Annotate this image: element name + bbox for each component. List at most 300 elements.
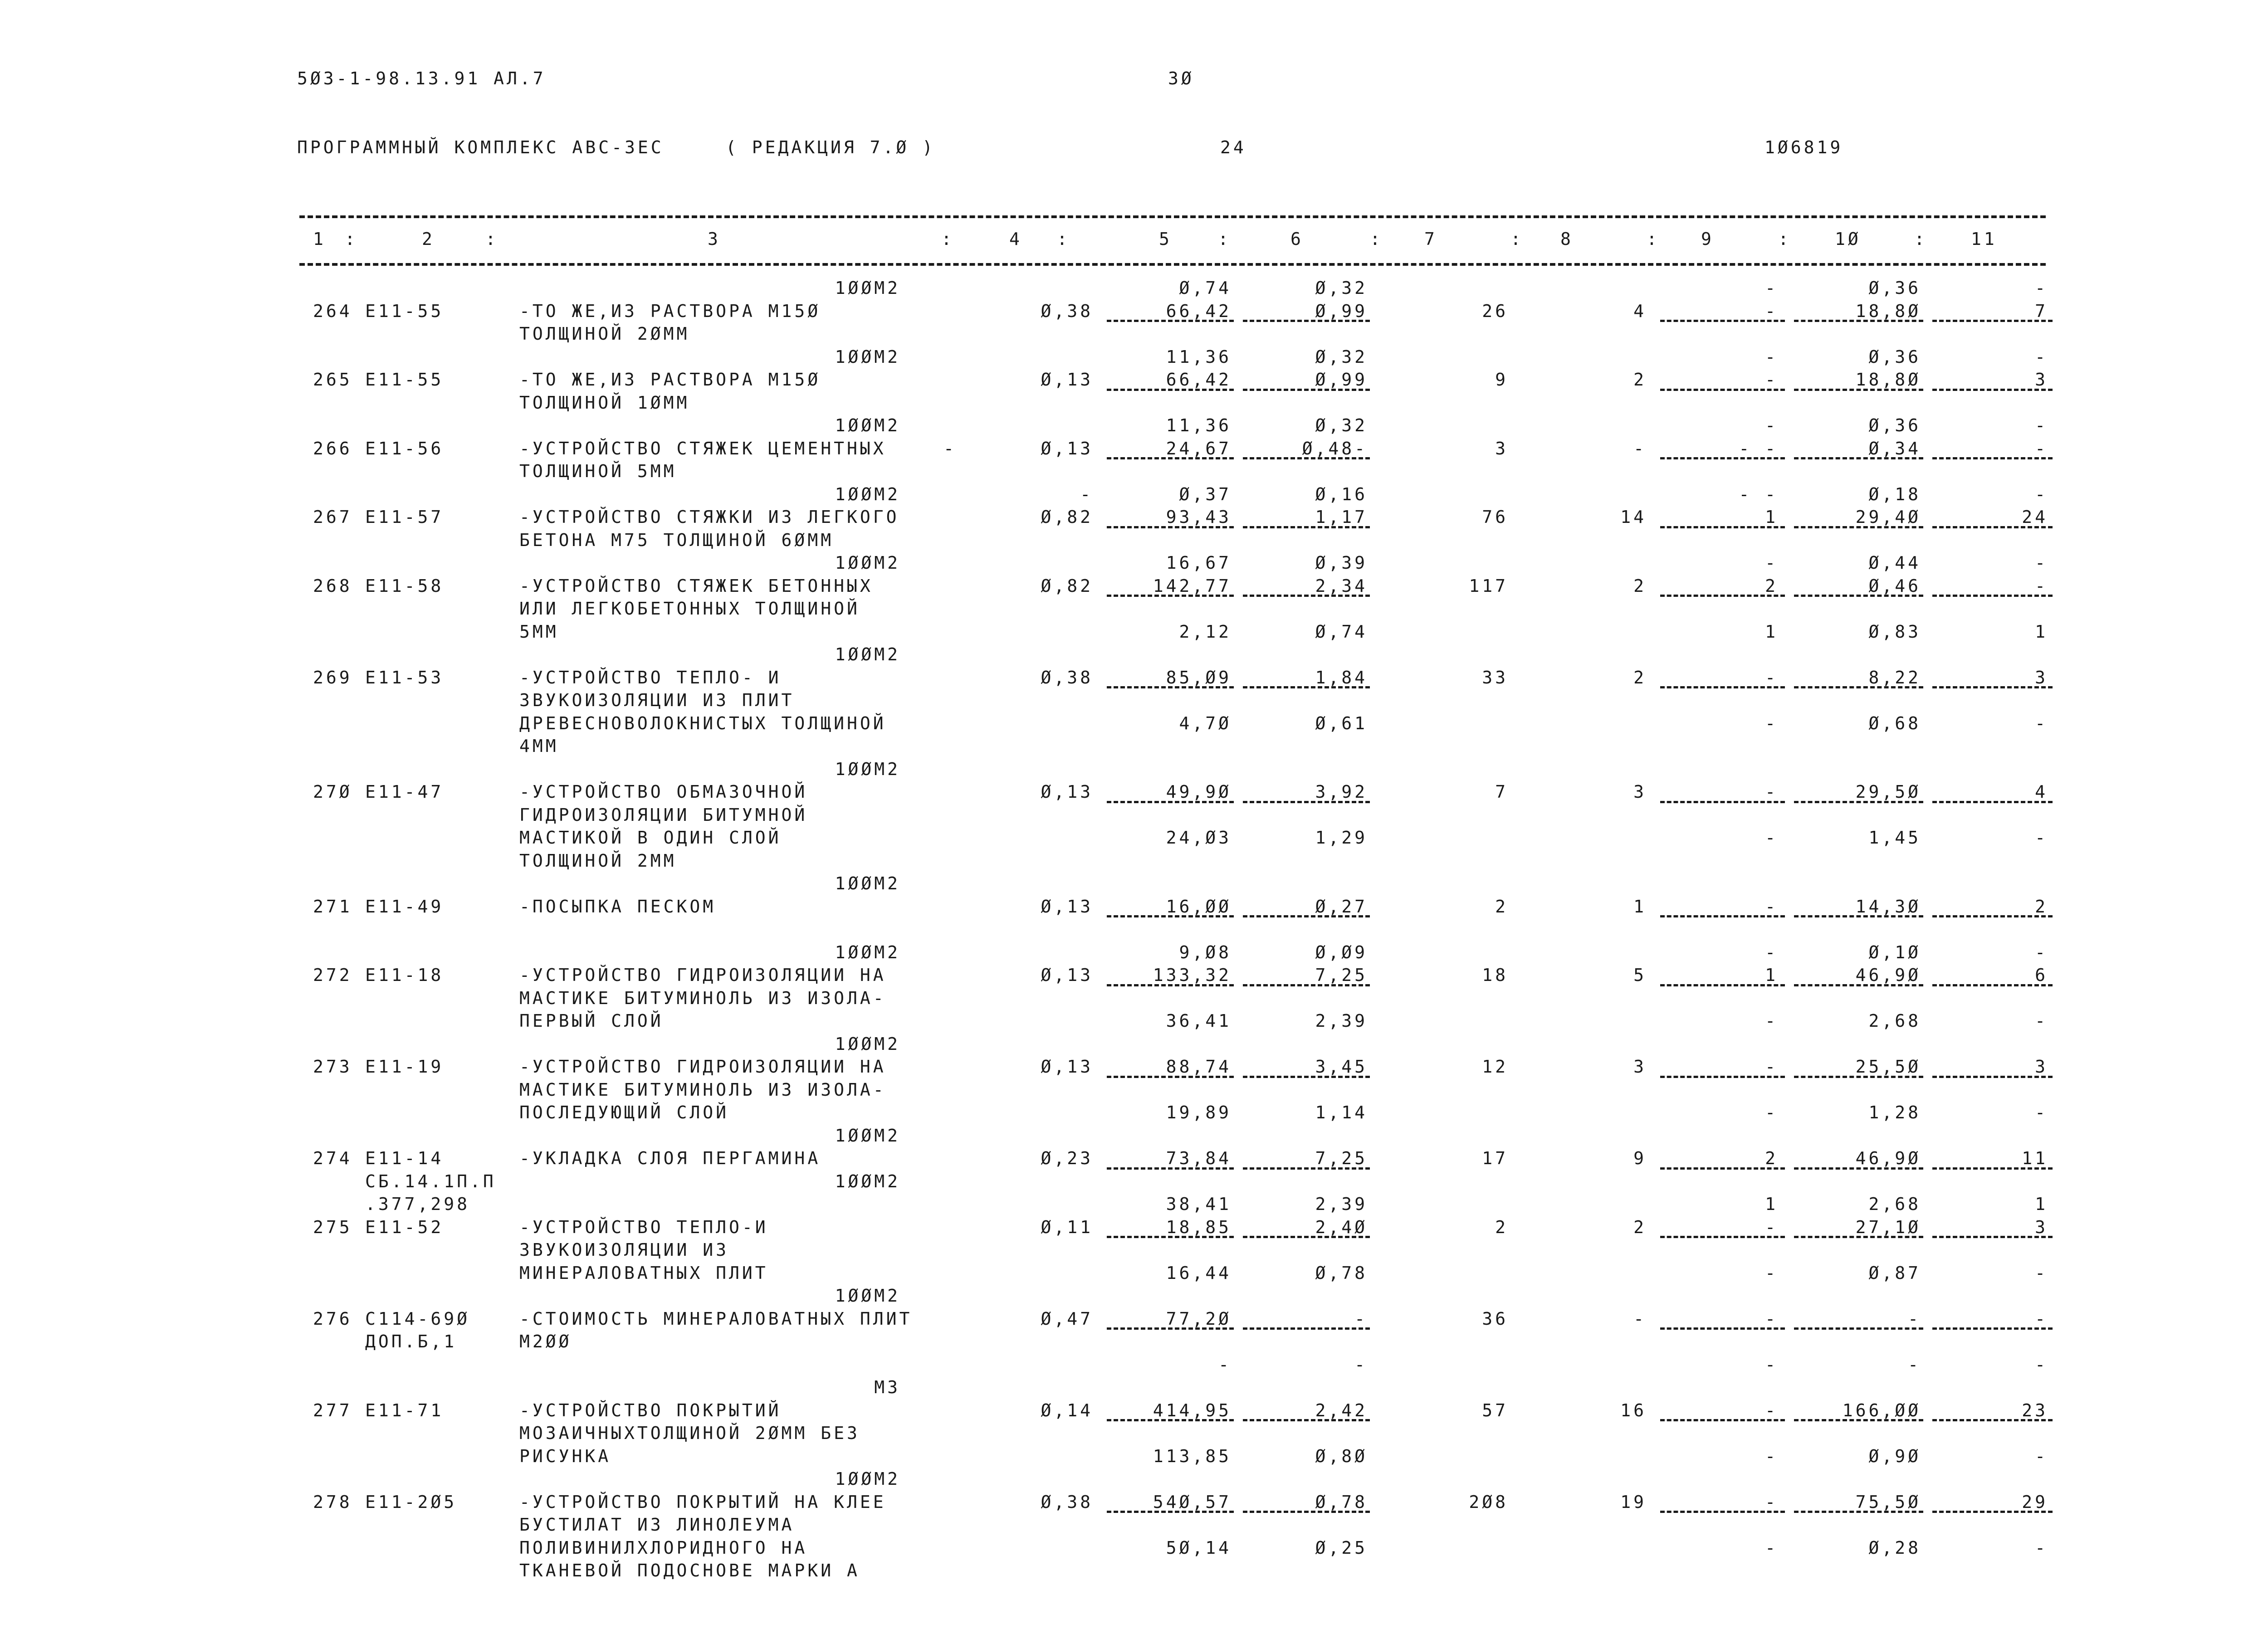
doc-code: 5Ø3-1-98.13.91 АЛ.7 bbox=[297, 68, 546, 88]
cell-c11: 7 bbox=[2035, 301, 2048, 321]
sum-rule bbox=[1660, 984, 1785, 986]
cell-c9: - - bbox=[1739, 484, 1778, 504]
cell-c5: 66,42 bbox=[1166, 301, 1232, 321]
rate-code: СБ.14.1П.П bbox=[365, 1171, 496, 1191]
cell-c9: 1 bbox=[1765, 965, 1778, 985]
cell-c9: - bbox=[1765, 1492, 1778, 1512]
cell-c9: - bbox=[1765, 1011, 1778, 1031]
cell-c7: 26 bbox=[1482, 301, 1508, 321]
unit-label: 1ØØМ2 bbox=[835, 346, 900, 367]
cell-c10: Ø,36 bbox=[1868, 415, 1921, 435]
unit-label: 1ØØМ2 bbox=[835, 278, 900, 298]
work-description: РИСУНКА bbox=[519, 1446, 611, 1466]
cell-c8: 3 bbox=[1633, 782, 1647, 802]
row-number: 267 bbox=[313, 507, 352, 527]
work-description: -УСТРОЙСТВО ОБМАЗОЧНОЙ bbox=[519, 782, 808, 802]
cell-c5: 133,32 bbox=[1153, 965, 1232, 985]
sum-rule bbox=[1107, 320, 1234, 322]
cell-c6: Ø,74 bbox=[1315, 621, 1368, 642]
cell-c11: - bbox=[2035, 346, 2048, 367]
cell-c7: 33 bbox=[1482, 667, 1508, 688]
sum-rule bbox=[1932, 984, 2053, 986]
cell-c7: 12 bbox=[1482, 1057, 1508, 1077]
work-description: М2ØØ bbox=[519, 1332, 572, 1351]
cell-c4: Ø,13 bbox=[1041, 438, 1093, 459]
cell-c6: 7,25 bbox=[1315, 965, 1368, 985]
rate-code: Е11-52 bbox=[365, 1217, 444, 1237]
cell-c5: 19,89 bbox=[1166, 1102, 1232, 1122]
cell-c6: Ø,25 bbox=[1315, 1537, 1368, 1558]
sum-rule bbox=[1107, 915, 1234, 917]
cell-c4: Ø,38 bbox=[1041, 667, 1093, 688]
cell-c6: Ø,32 bbox=[1315, 346, 1368, 367]
sum-rule bbox=[1107, 389, 1234, 391]
work-description: ГИДРОИЗОЛЯЦИИ БИТУМНОЙ bbox=[519, 805, 808, 825]
cell-c11: - bbox=[2035, 1537, 2048, 1558]
column-separator: : bbox=[1370, 229, 1383, 249]
cell-c11: 1 bbox=[2035, 621, 2048, 642]
cell-c11: - bbox=[2035, 1011, 2048, 1031]
cell-c10: Ø,46 bbox=[1868, 576, 1921, 596]
cell-c4: Ø,38 bbox=[1041, 1492, 1093, 1512]
cell-c6: Ø,Ø9 bbox=[1315, 942, 1368, 962]
cell-c11: - bbox=[2035, 438, 2048, 459]
cell-c9: - bbox=[1765, 415, 1778, 435]
cell-c8: 4 bbox=[1633, 301, 1647, 321]
sum-rule bbox=[1660, 595, 1785, 597]
sum-rule bbox=[1660, 915, 1785, 917]
rate-code: Е11-57 bbox=[365, 507, 444, 527]
cell-c7: 3 bbox=[1495, 438, 1508, 459]
unit-label: 1ØØМ2 bbox=[835, 1171, 900, 1191]
sum-rule bbox=[1243, 320, 1370, 322]
cell-c8: 16 bbox=[1620, 1400, 1647, 1420]
cell-c8: 5 bbox=[1633, 965, 1647, 985]
table-top-rule bbox=[299, 215, 2046, 218]
cell-c6: Ø,78 bbox=[1315, 1263, 1368, 1283]
column-header: 1 bbox=[313, 229, 326, 249]
sum-rule bbox=[1794, 1419, 1923, 1421]
sum-rule bbox=[1932, 1511, 2053, 1513]
column-separator: : bbox=[485, 229, 499, 249]
sum-rule bbox=[1243, 1167, 1370, 1170]
cell-c7: 18 bbox=[1482, 965, 1508, 985]
sum-rule bbox=[1794, 1511, 1923, 1513]
cell-c10: 1,28 bbox=[1868, 1102, 1921, 1122]
cell-c7: 117 bbox=[1469, 576, 1508, 596]
cell-c5: 11,36 bbox=[1166, 346, 1232, 367]
rate-code: Е11-55 bbox=[365, 301, 444, 321]
cell-c11: 2 bbox=[2035, 896, 2048, 917]
rate-code: Е11-19 bbox=[365, 1057, 444, 1077]
sum-rule bbox=[1932, 1236, 2053, 1238]
sum-rule bbox=[1243, 1076, 1370, 1078]
rate-code: Е11-55 bbox=[365, 370, 444, 390]
sum-rule bbox=[1660, 1419, 1785, 1421]
cell-c6: - bbox=[1354, 1354, 1368, 1375]
cell-c6: 1,29 bbox=[1315, 828, 1368, 848]
cell-c6: 1,84 bbox=[1315, 667, 1368, 688]
rate-code: ДОП.Б,1 bbox=[365, 1332, 457, 1351]
cell-c10: 18,8Ø bbox=[1855, 301, 1921, 321]
cell-c8: - bbox=[1633, 438, 1647, 459]
sum-rule bbox=[1932, 457, 2053, 459]
work-description: ИЛИ ЛЕГКОБЕТОННЫХ ТОЛЩИНОЙ bbox=[519, 599, 860, 619]
cell-c10: Ø,87 bbox=[1868, 1263, 1921, 1283]
sheet-number: 24 bbox=[1220, 137, 1246, 157]
sum-rule bbox=[1932, 526, 2053, 528]
cell-c5: 38,41 bbox=[1166, 1194, 1232, 1214]
column-separator: : bbox=[1057, 229, 1070, 249]
cell-c10: Ø,1Ø bbox=[1868, 942, 1921, 962]
cell-c5: 11,36 bbox=[1166, 415, 1232, 435]
column-separator: : bbox=[345, 229, 358, 249]
cell-c9: - bbox=[1765, 370, 1778, 390]
cell-c11: 6 bbox=[2035, 965, 2048, 985]
work-description: -УСТРОЙСТВО СТЯЖКИ ИЗ ЛЕГКОГО bbox=[519, 507, 899, 527]
cell-c4: Ø,13 bbox=[1041, 965, 1093, 985]
cell-c5: 18,85 bbox=[1166, 1217, 1232, 1237]
sum-rule bbox=[1660, 1327, 1785, 1330]
cell-c11: - bbox=[2035, 1354, 2048, 1375]
work-description: -УСТРОЙСТВО ПОКРЫТИЙ НА КЛЕЕ bbox=[519, 1492, 886, 1512]
work-description: МОЗАИЧНЫХТОЛЩИНОЙ 2ØММ БЕЗ bbox=[519, 1423, 860, 1443]
cell-c6: 2,4Ø bbox=[1315, 1217, 1368, 1237]
row-mark: - bbox=[943, 438, 957, 459]
row-number: 276 bbox=[313, 1308, 352, 1329]
work-description: МАСТИКОЙ В ОДИН СЛОЙ bbox=[519, 828, 782, 848]
sum-rule bbox=[1243, 526, 1370, 528]
sum-rule bbox=[1932, 1419, 2053, 1421]
cell-c9: 1 bbox=[1765, 621, 1778, 642]
sum-rule bbox=[1794, 686, 1923, 688]
cell-c6: Ø,39 bbox=[1315, 553, 1368, 573]
cell-c8: 14 bbox=[1620, 507, 1647, 527]
cell-c5: 85,Ø9 bbox=[1166, 667, 1232, 688]
cell-c10: 29,5Ø bbox=[1855, 782, 1921, 802]
cell-c5: 88,74 bbox=[1166, 1057, 1232, 1077]
cell-c5: 113,85 bbox=[1153, 1446, 1232, 1466]
cell-c6: 2,42 bbox=[1315, 1400, 1368, 1420]
cell-c6: Ø,8Ø bbox=[1315, 1446, 1368, 1466]
sum-rule bbox=[1794, 389, 1923, 391]
cell-c9: - bbox=[1765, 896, 1778, 917]
cell-c10: 75,5Ø bbox=[1855, 1492, 1921, 1512]
sum-rule bbox=[1660, 389, 1785, 391]
unit-label: 1ØØМ2 bbox=[835, 1034, 900, 1054]
cell-c9: - bbox=[1765, 713, 1778, 733]
sum-rule bbox=[1107, 1327, 1234, 1330]
program-title: ПРОГРАММНЫЙ КОМПЛЕКС АВС-3ЕС bbox=[297, 137, 664, 157]
sum-rule bbox=[1243, 1511, 1370, 1513]
cell-c6: Ø,78 bbox=[1315, 1492, 1368, 1512]
cell-c7: 9 bbox=[1495, 370, 1508, 390]
cell-c10: 2,68 bbox=[1868, 1194, 1921, 1214]
cell-c4: Ø,13 bbox=[1041, 370, 1093, 390]
cell-c11: 3 bbox=[2035, 370, 2048, 390]
column-header: 8 bbox=[1560, 229, 1574, 249]
work-description: БЕТОНА М75 ТОЛЩИНОЙ 6ØММ bbox=[519, 530, 834, 550]
sum-rule bbox=[1243, 457, 1370, 459]
column-separator: : bbox=[1218, 229, 1231, 249]
cell-c4: Ø,11 bbox=[1041, 1217, 1093, 1237]
sum-rule bbox=[1107, 686, 1234, 688]
cell-c5: Ø,74 bbox=[1179, 278, 1232, 298]
cell-c9: - bbox=[1765, 1400, 1778, 1420]
work-description: ТКАНЕВОЙ ПОДОСНОВЕ МАРКИ А bbox=[519, 1561, 860, 1580]
cell-c11: 1 bbox=[2035, 1194, 2048, 1214]
cell-c7: 2 bbox=[1495, 1217, 1508, 1237]
sum-rule bbox=[1794, 1236, 1923, 1238]
row-number: 277 bbox=[313, 1400, 352, 1420]
cell-c6: Ø,32 bbox=[1315, 278, 1368, 298]
cell-c6: 2,39 bbox=[1315, 1194, 1368, 1214]
sum-rule bbox=[1660, 1076, 1785, 1078]
column-header: 6 bbox=[1290, 229, 1304, 249]
sum-rule bbox=[1107, 1236, 1234, 1238]
cell-c9: 1 bbox=[1765, 1194, 1778, 1214]
work-description: ПЕРВЫЙ СЛОЙ bbox=[519, 1011, 664, 1031]
cell-c9: - bbox=[1765, 1354, 1778, 1375]
sum-rule bbox=[1932, 1076, 2053, 1078]
cell-c5: 77,2Ø bbox=[1166, 1308, 1232, 1329]
sum-rule bbox=[1107, 1419, 1234, 1421]
unit-label: 1ØØМ2 bbox=[835, 1286, 900, 1306]
sum-rule bbox=[1107, 1167, 1234, 1170]
cell-c5: 24,Ø3 bbox=[1166, 828, 1232, 848]
cell-c11: 3 bbox=[2035, 667, 2048, 688]
work-description: ЗВУКОИЗОЛЯЦИИ ИЗ bbox=[519, 1240, 729, 1260]
cell-c4: Ø,13 bbox=[1041, 1057, 1093, 1077]
cell-c6: Ø,99 bbox=[1315, 301, 1368, 321]
sum-rule bbox=[1932, 595, 2053, 597]
cell-c7: 17 bbox=[1482, 1148, 1508, 1168]
cell-c8: - bbox=[1633, 1308, 1647, 1329]
sum-rule bbox=[1794, 1076, 1923, 1078]
work-description: МАСТИКЕ БИТУМИНОЛЬ ИЗ ИЗОЛА- bbox=[519, 988, 886, 1008]
rate-code: Е11-47 bbox=[365, 782, 444, 802]
sum-rule bbox=[1243, 389, 1370, 391]
cell-c11: 23 bbox=[2022, 1400, 2048, 1420]
rate-code: С114-69Ø bbox=[365, 1308, 470, 1329]
cell-c9: - bbox=[1765, 782, 1778, 802]
cell-c9: - bbox=[1765, 1446, 1778, 1466]
cell-c10: - bbox=[1908, 1308, 1921, 1329]
cell-c4: Ø,82 bbox=[1041, 576, 1093, 596]
cell-c5: Ø,37 bbox=[1179, 484, 1232, 504]
sum-rule bbox=[1660, 320, 1785, 322]
cell-c11: 29 bbox=[2022, 1492, 2048, 1512]
rate-code: Е11-53 bbox=[365, 667, 444, 688]
cell-c6: 3,45 bbox=[1315, 1057, 1368, 1077]
work-description: ТОЛЩИНОЙ 2ØММ bbox=[519, 324, 690, 344]
column-header: 9 bbox=[1701, 229, 1714, 249]
cell-c7: 7 bbox=[1495, 782, 1508, 802]
page-number: 3Ø bbox=[1168, 68, 1194, 88]
sum-rule bbox=[1107, 984, 1234, 986]
sum-rule bbox=[1794, 457, 1923, 459]
row-number: 272 bbox=[313, 965, 352, 985]
cell-c5: 54Ø,57 bbox=[1153, 1492, 1232, 1512]
column-header: 3 bbox=[708, 229, 721, 249]
sum-rule bbox=[1932, 915, 2053, 917]
cell-c6: Ø,16 bbox=[1315, 484, 1368, 504]
cell-c9: - bbox=[1765, 1217, 1778, 1237]
work-description: -УСТРОЙСТВО ТЕПЛО- И bbox=[519, 667, 782, 688]
cell-c7: 2 bbox=[1495, 896, 1508, 917]
cell-c9: - bbox=[1765, 301, 1778, 321]
cell-c4: Ø,82 bbox=[1041, 507, 1093, 527]
table-header-rule bbox=[299, 263, 2046, 266]
work-description: -УСТРОЙСТВО ГИДРОИЗОЛЯЦИИ НА bbox=[519, 965, 886, 985]
sum-rule bbox=[1660, 526, 1785, 528]
cell-c9: - bbox=[1765, 346, 1778, 367]
sum-rule bbox=[1243, 801, 1370, 803]
cell-c4: Ø,47 bbox=[1041, 1308, 1093, 1329]
sum-rule bbox=[1107, 1076, 1234, 1078]
sum-rule bbox=[1660, 1511, 1785, 1513]
cell-c4: Ø,14 bbox=[1041, 1400, 1093, 1420]
cell-c10: 18,8Ø bbox=[1855, 370, 1921, 390]
cell-c9: - bbox=[1765, 1263, 1778, 1283]
column-separator: : bbox=[1510, 229, 1524, 249]
rate-code: Е11-2Ø5 bbox=[365, 1492, 457, 1512]
cell-c9: - bbox=[1765, 553, 1778, 573]
cell-c11: - bbox=[2035, 1446, 2048, 1466]
cell-c10: Ø,28 bbox=[1868, 1537, 1921, 1558]
cell-c8: 2 bbox=[1633, 1217, 1647, 1237]
cell-c10: 46,9Ø bbox=[1855, 1148, 1921, 1168]
cell-c11: - bbox=[2035, 1102, 2048, 1122]
work-description: ПОЛИВИНИЛХЛОРИДНОГО НА bbox=[519, 1537, 808, 1558]
cell-c11: 3 bbox=[2035, 1217, 2048, 1237]
work-description: -УСТРОЙСТВО ГИДРОИЗОЛЯЦИИ НА bbox=[519, 1057, 886, 1077]
sum-rule bbox=[1794, 801, 1923, 803]
cell-c10: 8,22 bbox=[1868, 667, 1921, 688]
work-description: ТОЛЩИНОЙ 1ØММ bbox=[519, 392, 690, 413]
cell-c5: 9,Ø8 bbox=[1179, 942, 1232, 962]
column-header: 11 bbox=[1971, 229, 1997, 249]
work-description: ТОЛЩИНОЙ 2ММ bbox=[519, 850, 677, 871]
cell-c10: 27,1Ø bbox=[1855, 1217, 1921, 1237]
cell-c11: - bbox=[2035, 713, 2048, 733]
row-number: 271 bbox=[313, 896, 352, 917]
work-description: -ТО ЖЕ,ИЗ РАСТВОРА М15Ø bbox=[519, 370, 821, 390]
column-header: 2 bbox=[422, 229, 435, 249]
cell-c9: - bbox=[1765, 828, 1778, 848]
cell-c5: 93,43 bbox=[1166, 507, 1232, 527]
column-header: 1Ø bbox=[1835, 229, 1861, 249]
cell-c9: - bbox=[1765, 667, 1778, 688]
sum-rule bbox=[1107, 457, 1234, 459]
row-number: 274 bbox=[313, 1148, 352, 1168]
cell-c10: Ø,36 bbox=[1868, 278, 1921, 298]
cell-c10: 25,5Ø bbox=[1855, 1057, 1921, 1077]
cell-c6: 2,39 bbox=[1315, 1011, 1368, 1031]
cell-c10: Ø,9Ø bbox=[1868, 1446, 1921, 1466]
work-description: -ПОСЫПКА ПЕСКОМ bbox=[519, 896, 716, 917]
rate-code: .377,298 bbox=[365, 1194, 470, 1214]
work-description: МИНЕРАЛОВАТНЫХ ПЛИТ bbox=[519, 1263, 768, 1283]
cell-c6: Ø,27 bbox=[1315, 896, 1368, 917]
cell-c10: - bbox=[1908, 1354, 1921, 1375]
cell-c8: 2 bbox=[1633, 576, 1647, 596]
cell-c9: - bbox=[1765, 942, 1778, 962]
sum-rule bbox=[1243, 595, 1370, 597]
cell-c5: 66,42 bbox=[1166, 370, 1232, 390]
cell-c5: 16,44 bbox=[1166, 1263, 1232, 1283]
cell-c7: 2Ø8 bbox=[1469, 1492, 1508, 1512]
sum-rule bbox=[1107, 595, 1234, 597]
sum-rule bbox=[1107, 526, 1234, 528]
cell-c7: 36 bbox=[1482, 1308, 1508, 1329]
cell-c10: Ø,83 bbox=[1868, 621, 1921, 642]
cell-c10: 29,4Ø bbox=[1855, 507, 1921, 527]
unit-label: 1ØØМ2 bbox=[835, 484, 900, 504]
cell-c10: 14,3Ø bbox=[1855, 896, 1921, 917]
work-description: ПОСЛЕДУЮЩИЙ СЛОЙ bbox=[519, 1102, 729, 1122]
sum-rule bbox=[1243, 1419, 1370, 1421]
row-number: 278 bbox=[313, 1492, 352, 1512]
cell-c6: 7,25 bbox=[1315, 1148, 1368, 1168]
work-description: -УКЛАДКА СЛОЯ ПЕРГАМИНА bbox=[519, 1148, 821, 1168]
work-description: -УСТРОЙСТВО ТЕПЛО-И bbox=[519, 1217, 768, 1237]
row-number: 264 bbox=[313, 301, 352, 321]
cell-c11: - bbox=[2035, 415, 2048, 435]
cell-c10: Ø,36 bbox=[1868, 346, 1921, 367]
cell-c6: 3,92 bbox=[1315, 782, 1368, 802]
unit-label: 1ØØМ2 bbox=[835, 1125, 900, 1146]
cell-c10: 2,68 bbox=[1868, 1011, 1921, 1031]
row-number: 266 bbox=[313, 438, 352, 459]
column-header: 5 bbox=[1159, 229, 1172, 249]
column-separator: : bbox=[1914, 229, 1927, 249]
sum-rule bbox=[1660, 686, 1785, 688]
work-description: -УСТРОЙСТВО СТЯЖЕК ЦЕМЕНТНЫХ bbox=[519, 438, 886, 459]
cell-c11: - bbox=[2035, 828, 2048, 848]
cell-c11: - bbox=[2035, 1308, 2048, 1329]
cell-c4: Ø,13 bbox=[1041, 782, 1093, 802]
unit-label: 1ØØМ2 bbox=[835, 759, 900, 779]
cell-c6: 1,14 bbox=[1315, 1102, 1368, 1122]
row-number: 27Ø bbox=[313, 782, 352, 802]
sum-rule bbox=[1932, 801, 2053, 803]
sum-rule bbox=[1243, 984, 1370, 986]
rate-code: Е11-49 bbox=[365, 896, 444, 917]
cell-c9: - bbox=[1765, 278, 1778, 298]
cell-c8: 3 bbox=[1633, 1057, 1647, 1077]
cell-c10: Ø,34 bbox=[1868, 438, 1921, 459]
column-header: 4 bbox=[1009, 229, 1022, 249]
cell-c9: - bbox=[1765, 1057, 1778, 1077]
sum-rule bbox=[1243, 1236, 1370, 1238]
work-description: БУСТИЛАТ ИЗ ЛИНОЛЕУМА bbox=[519, 1515, 795, 1535]
cell-c10: 1,45 bbox=[1868, 828, 1921, 848]
cell-c8: 2 bbox=[1633, 667, 1647, 688]
work-description: ТОЛЩИНОЙ 5ММ bbox=[519, 461, 677, 481]
cell-c4: Ø,23 bbox=[1041, 1148, 1093, 1168]
work-description: -УСТРОЙСТВО ПОКРЫТИЙ bbox=[519, 1400, 782, 1420]
work-description: -УСТРОЙСТВО СТЯЖЕК БЕТОННЫХ bbox=[519, 576, 873, 596]
cell-c9: - bbox=[1765, 1102, 1778, 1122]
cell-c5: 4,7Ø bbox=[1179, 713, 1232, 733]
unit-label: 1ØØМ2 bbox=[835, 942, 900, 962]
sum-rule bbox=[1932, 1327, 2053, 1330]
unit-label: 1ØØМ2 bbox=[835, 1469, 900, 1489]
sum-rule bbox=[1660, 1236, 1785, 1238]
rate-code: Е11-18 bbox=[365, 965, 444, 985]
cell-c11: - bbox=[2035, 576, 2048, 596]
